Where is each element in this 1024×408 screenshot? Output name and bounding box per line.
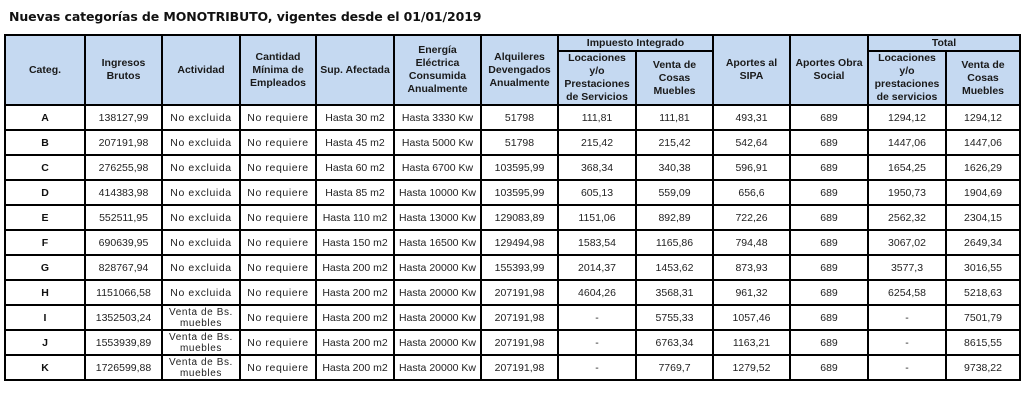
cell-ingresos: 276255,98: [85, 155, 162, 180]
cell-obra-social: 689: [790, 105, 868, 130]
cell-alquileres: 155393,99: [481, 255, 558, 280]
cell-actividad: No excluida: [162, 230, 240, 255]
cell-total-muebles: 2304,15: [946, 205, 1020, 230]
cell-empleados: No requiere: [240, 155, 316, 180]
table-row: [5, 155, 1020, 180]
cell-superficie: Hasta 200 m2: [316, 255, 394, 280]
cell-total-muebles: 1447,06: [946, 130, 1020, 155]
cell-energia: Hasta 20000 Kw: [394, 330, 481, 355]
cell-total-servicios: 6254,58: [868, 280, 946, 305]
cell-sipa: 493,31: [713, 105, 790, 130]
cell-actividad: Venta de Bs. muebles: [162, 355, 240, 380]
cell-empleados: No requiere: [240, 205, 316, 230]
cell-impuesto-muebles: 3568,31: [636, 280, 713, 305]
cell-total-muebles: 7501,79: [946, 305, 1020, 330]
cell-alquileres: 103595,99: [481, 180, 558, 205]
cell-obra-social: 689: [790, 255, 868, 280]
cell-sipa: 596,91: [713, 155, 790, 180]
cell-total-muebles: 9738,22: [946, 355, 1020, 380]
cell-alquileres: 207191,98: [481, 330, 558, 355]
cell-categ: G: [5, 255, 85, 280]
table-row: [5, 205, 1020, 230]
cell-energia: Hasta 6700 Kw: [394, 155, 481, 180]
cell-obra-social: 689: [790, 180, 868, 205]
cell-categ: H: [5, 280, 85, 305]
cell-total-servicios: 2562,32: [868, 205, 946, 230]
cell-empleados: No requiere: [240, 255, 316, 280]
cell-empleados: No requiere: [240, 330, 316, 355]
cell-impuesto-servicios: 2014,37: [558, 255, 636, 280]
cell-actividad: Venta de Bs. muebles: [162, 305, 240, 330]
cell-energia: Hasta 5000 Kw: [394, 130, 481, 155]
cell-actividad: No excluida: [162, 280, 240, 305]
cell-energia: Hasta 20000 Kw: [394, 255, 481, 280]
header-categ: Categ.: [5, 35, 85, 105]
cell-impuesto-muebles: 340,38: [636, 155, 713, 180]
cell-alquileres: 103595,99: [481, 155, 558, 180]
cell-impuesto-servicios: 1583,54: [558, 230, 636, 255]
cell-categ: D: [5, 180, 85, 205]
cell-impuesto-muebles: 1453,62: [636, 255, 713, 280]
header-ingresos: Ingresos Brutos: [85, 35, 162, 105]
header-alquileres: Alquileres Devengados Anualmente: [481, 35, 558, 105]
header-total-muebles: Venta de Cosas Muebles: [946, 51, 1020, 105]
cell-actividad: No excluida: [162, 130, 240, 155]
header-superficie: Sup. Afectada: [316, 35, 394, 105]
cell-total-muebles: 8615,55: [946, 330, 1020, 355]
cell-energia: Hasta 13000 Kw: [394, 205, 481, 230]
cell-energia: Hasta 3330 Kw: [394, 105, 481, 130]
header-actividad: Actividad: [162, 35, 240, 105]
header-energia: Energía Eléctrica Consumida Anualmente: [394, 35, 481, 105]
cell-impuesto-muebles: 1165,86: [636, 230, 713, 255]
table-row: [5, 280, 1020, 305]
table-body: [5, 105, 1020, 380]
cell-impuesto-servicios: 111,81: [558, 105, 636, 130]
header-impuesto-group: Impuesto Integrado: [558, 35, 713, 51]
cell-impuesto-servicios: 1151,06: [558, 205, 636, 230]
cell-impuesto-muebles: 7769,7: [636, 355, 713, 380]
cell-obra-social: 689: [790, 330, 868, 355]
cell-energia: Hasta 20000 Kw: [394, 305, 481, 330]
cell-total-servicios: -: [868, 305, 946, 330]
cell-categ: F: [5, 230, 85, 255]
cell-total-servicios: 1950,73: [868, 180, 946, 205]
table-row: [5, 130, 1020, 155]
cell-total-muebles: 1904,69: [946, 180, 1020, 205]
cell-superficie: Hasta 200 m2: [316, 355, 394, 380]
cell-sipa: 1057,46: [713, 305, 790, 330]
table-row: [5, 330, 1020, 355]
cell-alquileres: 129083,89: [481, 205, 558, 230]
cell-energia: Hasta 10000 Kw: [394, 180, 481, 205]
cell-actividad: Venta de Bs. muebles: [162, 330, 240, 355]
cell-sipa: 542,64: [713, 130, 790, 155]
cell-obra-social: 689: [790, 355, 868, 380]
cell-empleados: No requiere: [240, 180, 316, 205]
cell-impuesto-muebles: 5755,33: [636, 305, 713, 330]
table-row: [5, 105, 1020, 130]
cell-total-muebles: 5218,63: [946, 280, 1020, 305]
cell-impuesto-servicios: -: [558, 330, 636, 355]
table-header: [5, 35, 1020, 105]
table-row: [5, 305, 1020, 330]
cell-actividad: No excluida: [162, 255, 240, 280]
cell-impuesto-servicios: 605,13: [558, 180, 636, 205]
cell-superficie: Hasta 85 m2: [316, 180, 394, 205]
cell-superficie: Hasta 60 m2: [316, 155, 394, 180]
cell-ingresos: 1553939,89: [85, 330, 162, 355]
table-row: [5, 255, 1020, 280]
cell-energia: Hasta 20000 Kw: [394, 355, 481, 380]
cell-impuesto-servicios: -: [558, 305, 636, 330]
header-total-group: Total: [868, 35, 1020, 51]
cell-impuesto-servicios: 4604,26: [558, 280, 636, 305]
cell-impuesto-muebles: 559,09: [636, 180, 713, 205]
cell-total-muebles: 1626,29: [946, 155, 1020, 180]
cell-impuesto-servicios: 215,42: [558, 130, 636, 155]
cell-actividad: No excluida: [162, 155, 240, 180]
cell-impuesto-muebles: 215,42: [636, 130, 713, 155]
cell-categ: K: [5, 355, 85, 380]
cell-categ: B: [5, 130, 85, 155]
cell-total-muebles: 2649,34: [946, 230, 1020, 255]
cell-alquileres: 207191,98: [481, 305, 558, 330]
cell-total-servicios: -: [868, 330, 946, 355]
cell-empleados: No requiere: [240, 130, 316, 155]
cell-total-muebles: 3016,55: [946, 255, 1020, 280]
cell-superficie: Hasta 150 m2: [316, 230, 394, 255]
header-impuesto-muebles: Venta de Cosas Muebles: [636, 51, 713, 105]
cell-empleados: No requiere: [240, 230, 316, 255]
cell-sipa: 794,48: [713, 230, 790, 255]
cell-actividad: No excluida: [162, 105, 240, 130]
cell-superficie: Hasta 45 m2: [316, 130, 394, 155]
cell-obra-social: 689: [790, 205, 868, 230]
header-sipa: Aportes al SIPA: [713, 35, 790, 105]
cell-empleados: No requiere: [240, 105, 316, 130]
cell-categ: E: [5, 205, 85, 230]
cell-obra-social: 689: [790, 305, 868, 330]
cell-total-muebles: 1294,12: [946, 105, 1020, 130]
page-title: Nuevas categorías de MONOTRIBUTO, vigentes desde el 01/01/2019: [9, 9, 482, 24]
cell-empleados: No requiere: [240, 280, 316, 305]
header-impuesto-servicios: Locaciones y/o Prestaciones de Servicios: [558, 51, 636, 105]
cell-alquileres: 51798: [481, 130, 558, 155]
cell-total-servicios: 1294,12: [868, 105, 946, 130]
cell-total-servicios: 3067,02: [868, 230, 946, 255]
cell-superficie: Hasta 110 m2: [316, 205, 394, 230]
cell-impuesto-servicios: -: [558, 355, 636, 380]
cell-ingresos: 138127,99: [85, 105, 162, 130]
cell-ingresos: 552511,95: [85, 205, 162, 230]
cell-impuesto-muebles: 6763,34: [636, 330, 713, 355]
cell-sipa: 873,93: [713, 255, 790, 280]
table-row: [5, 180, 1020, 205]
cell-alquileres: 207191,98: [481, 355, 558, 380]
cell-categ: J: [5, 330, 85, 355]
cell-total-servicios: 1447,06: [868, 130, 946, 155]
cell-sipa: 656,6: [713, 180, 790, 205]
cell-obra-social: 689: [790, 155, 868, 180]
cell-alquileres: 51798: [481, 105, 558, 130]
cell-superficie: Hasta 200 m2: [316, 330, 394, 355]
cell-ingresos: 1352503,24: [85, 305, 162, 330]
cell-total-servicios: 3577,3: [868, 255, 946, 280]
cell-categ: A: [5, 105, 85, 130]
cell-impuesto-muebles: 111,81: [636, 105, 713, 130]
cell-sipa: 961,32: [713, 280, 790, 305]
cell-obra-social: 689: [790, 130, 868, 155]
cell-categ: I: [5, 305, 85, 330]
cell-energia: Hasta 20000 Kw: [394, 280, 481, 305]
table-row: [5, 355, 1020, 380]
header-total-servicios: Locaciones y/o prestaciones de servicios: [868, 51, 946, 105]
cell-categ: C: [5, 155, 85, 180]
monotributo-table: [4, 34, 1021, 381]
cell-actividad: No excluida: [162, 205, 240, 230]
cell-ingresos: 690639,95: [85, 230, 162, 255]
cell-impuesto-muebles: 892,89: [636, 205, 713, 230]
table-row: [5, 230, 1020, 255]
cell-sipa: 1163,21: [713, 330, 790, 355]
cell-actividad: No excluida: [162, 180, 240, 205]
cell-superficie: Hasta 30 m2: [316, 105, 394, 130]
cell-impuesto-servicios: 368,34: [558, 155, 636, 180]
cell-alquileres: 207191,98: [481, 280, 558, 305]
cell-energia: Hasta 16500 Kw: [394, 230, 481, 255]
cell-ingresos: 414383,98: [85, 180, 162, 205]
cell-superficie: Hasta 200 m2: [316, 305, 394, 330]
header-empleados: Cantidad Mínima de Empleados: [240, 35, 316, 105]
cell-total-servicios: -: [868, 355, 946, 380]
header-obra-social: Aportes Obra Social: [790, 35, 868, 105]
cell-obra-social: 689: [790, 230, 868, 255]
cell-ingresos: 207191,98: [85, 130, 162, 155]
cell-total-servicios: 1654,25: [868, 155, 946, 180]
cell-empleados: No requiere: [240, 355, 316, 380]
cell-superficie: Hasta 200 m2: [316, 280, 394, 305]
cell-sipa: 1279,52: [713, 355, 790, 380]
cell-ingresos: 828767,94: [85, 255, 162, 280]
cell-obra-social: 689: [790, 280, 868, 305]
cell-ingresos: 1151066,58: [85, 280, 162, 305]
cell-sipa: 722,26: [713, 205, 790, 230]
cell-alquileres: 129494,98: [481, 230, 558, 255]
cell-empleados: No requiere: [240, 305, 316, 330]
cell-ingresos: 1726599,88: [85, 355, 162, 380]
